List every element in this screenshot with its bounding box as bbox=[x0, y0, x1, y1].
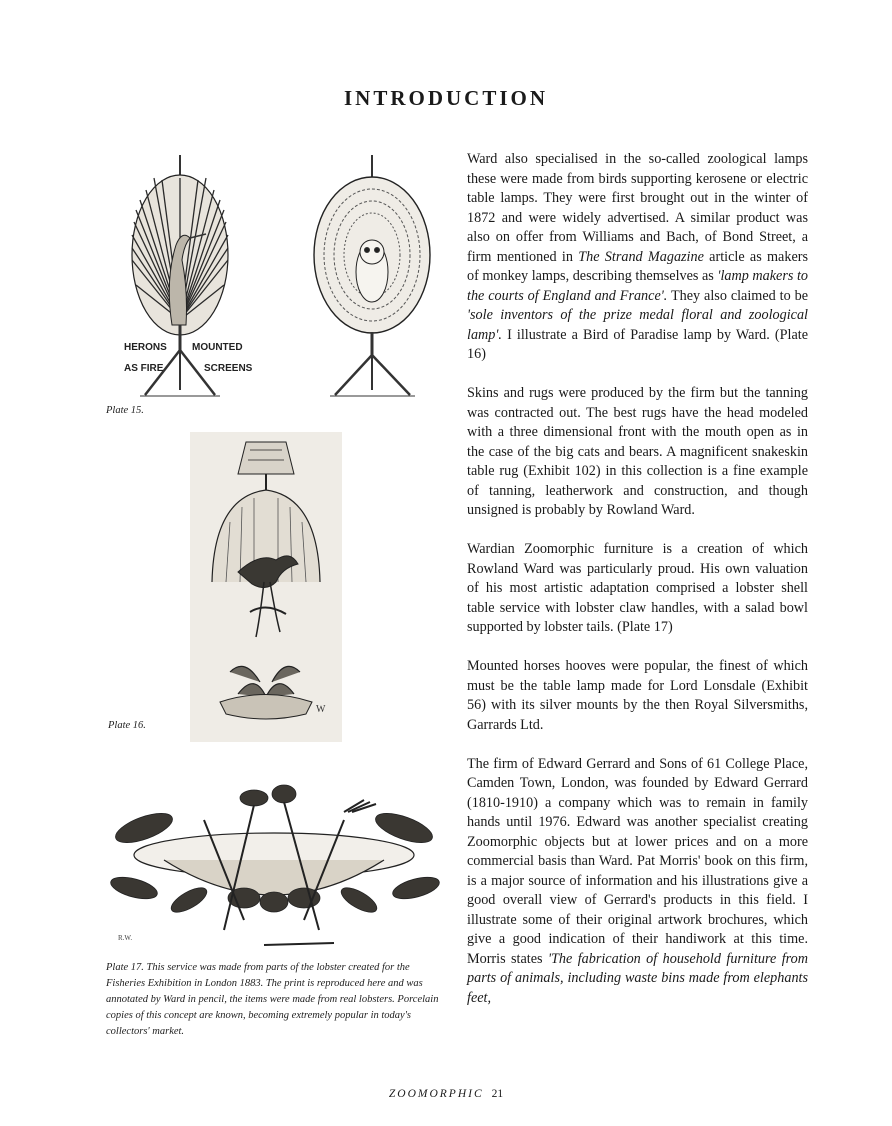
plate-15-label-herons: HERONS bbox=[124, 342, 167, 353]
text: I illustrate a Bird of Paradise lamp by Ward. (Plate 16) bbox=[467, 326, 808, 362]
text: article as makers of monkey lamps, describing themselves as bbox=[467, 248, 808, 284]
paragraph-gerrard bbox=[467, 755, 808, 1009]
plate-15-label-as-fire: AS FIRE bbox=[124, 363, 164, 374]
plate-17-caption: Plate 17. This service was made from parts of the lobster created for the Fisheries Exhibition in London 1883. The print is reproduced here and was annotated by Ward in pencil, the items were made from real lobsters. Porcelain copies of this concept are known, becoming extremely popular in today's collectors' market. bbox=[106, 962, 439, 1037]
quote-sole-inventors: 'sole inventors of the prize medal floral and zoological lamp'. bbox=[467, 307, 808, 343]
plate-15-label-mounted: MOUNTED bbox=[192, 342, 243, 353]
quote-morris: 'The fabrication of household furniture from parts of animals, including waste bins made from elephants feet, bbox=[467, 950, 808, 1006]
text: They also claimed to be bbox=[667, 287, 808, 304]
plate-16-image bbox=[190, 432, 342, 742]
plate-15-label-screens: SCREENS bbox=[204, 363, 253, 374]
page-heading: INTRODUCTION bbox=[343, 86, 549, 110]
paragraph-horses-hooves: Mounted horses hooves were popular, the finest of which must be the table lamp made for Lord Lonsdale (Exhibit 56) with its silver mounts by the then Royal Silversmiths, Garrards Ltd. bbox=[467, 658, 808, 733]
paragraph-zoomorphic-furniture: Wardian Zoomorphic furniture is a creation of which Rowland Ward was particularly proud. His own valuation of his most artistic adaptation comprised a lobster shell table service with lobster claw handles, with a salad bowl supported by lobster tails. (Plate 17) bbox=[467, 541, 808, 635]
footer-book-title: ZOOMORPHIC bbox=[388, 1088, 484, 1100]
strand-magazine-title: The Strand Magazine bbox=[578, 248, 704, 265]
text: The firm of Edward Gerrard and Sons of 61 College Place, Camden Town, London, was founded by Edward Gerrard (1810-1910) a company which was to remain in family hands until 1976. Edward was another specialist creating Zoomorphic objects but at lower prices and on a more commercial basis than Ward. Pat Morris' book on this firm, is a major source of information and his illustrations give a good overall view of Gerrard's products in this field. I illustrate some of their original artwork brochures, which give a good indication of their handiwork at this time. Morris states bbox=[467, 755, 808, 967]
page-footer bbox=[0, 1088, 892, 1100]
paragraph-zoological-lamps bbox=[467, 150, 808, 365]
plate-15-caption: Plate 15. bbox=[106, 405, 144, 416]
text: Ward also specialised in the so-called zoological lamps these were made from birds supporting kerosene or electric table lamps. They were first brought out in the winter of 1872 and were widely advertised. A similar product was also on offer from Williams and Bach, of Bond Street, a firm mentioned in bbox=[467, 151, 808, 265]
svg-text:R.W.: R.W. bbox=[118, 934, 133, 942]
quote-lamp-makers: 'lamp makers to the courts of England and France'. bbox=[467, 268, 809, 304]
svg-text:W: W bbox=[316, 704, 326, 715]
plate-17-image bbox=[104, 780, 444, 950]
plate-15-image bbox=[110, 150, 448, 402]
page-number: 21 bbox=[491, 1088, 504, 1100]
paragraph-skins-rugs: Skins and rugs were produced by the firm but the tanning was contracted out. The best rugs have the head modeled with a three dimensional front with the mouth open as in the case of the big cats and bears. A magnificent snakeskin table rug (Exhibit 102) in this collection is a fine example of tanning, leatherwork and construction, and though unsigned is probably by Rowland Ward. bbox=[467, 385, 808, 518]
body-text-column bbox=[467, 150, 808, 1008]
plate-16-caption: Plate 16. bbox=[108, 720, 146, 731]
